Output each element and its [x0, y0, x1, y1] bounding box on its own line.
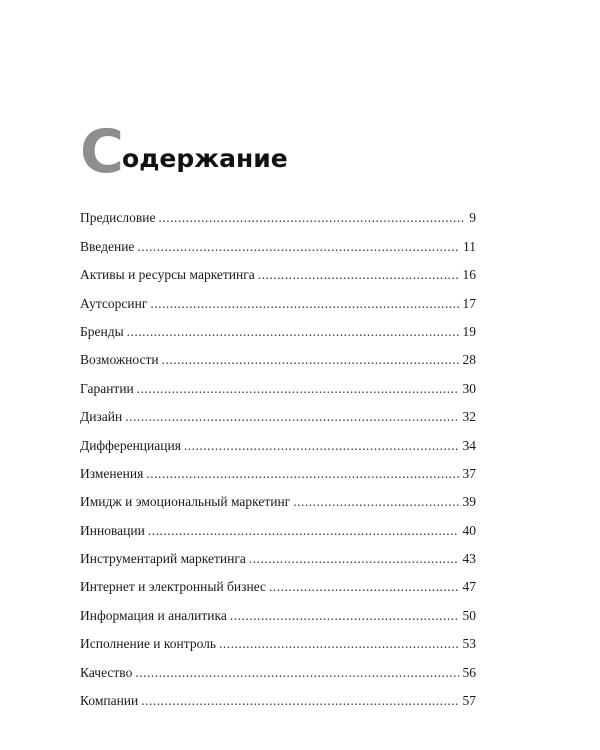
toc-entry-page: 34: [462, 437, 476, 453]
toc-dot-leader: [158, 210, 465, 226]
toc-entry: [80, 198, 476, 226]
toc-entry-page: 56: [462, 664, 476, 680]
toc-entry: [80, 454, 476, 482]
toc-entry-title: Инновации: [80, 522, 145, 538]
toc-dot-leader: [127, 324, 459, 340]
toc-dot-leader: [141, 693, 458, 709]
toc-entry: [80, 283, 476, 311]
toc-entry-title: Дифференциация: [80, 437, 181, 453]
toc-entry: [80, 681, 476, 709]
toc-dot-leader: [230, 608, 459, 624]
toc-dot-leader: [137, 381, 459, 397]
toc-entry: [80, 539, 476, 567]
toc-entry-title: Предисловие: [80, 210, 156, 226]
toc-entry-title: Изменения: [80, 465, 144, 481]
toc-dot-leader: [249, 551, 459, 567]
toc-entry-page: 47: [462, 579, 476, 595]
toc-entry: [80, 340, 476, 368]
toc-entry: [80, 624, 476, 652]
toc-dot-leader: [269, 579, 458, 595]
page-title-text: одержание: [122, 144, 288, 173]
toc-entry: [80, 482, 476, 510]
toc-entry-title: Возможности: [80, 352, 159, 368]
toc-entry-page: 9: [469, 210, 476, 226]
toc-entry-page: 19: [462, 323, 476, 339]
toc-entry-title: Активы и ресурсы маркетинга: [80, 267, 255, 283]
toc-entry-page: 43: [462, 551, 476, 567]
toc-entry-title: Информация и аналитика: [80, 607, 227, 623]
toc-entry-title: Качество: [80, 664, 133, 680]
toc-entry: [80, 397, 476, 425]
toc-entry-page: 17: [462, 295, 476, 311]
toc-dot-leader: [258, 267, 459, 283]
toc-entry-page: 53: [462, 636, 476, 652]
toc-entry: [80, 510, 476, 538]
toc-dot-leader: [150, 296, 458, 312]
toc-entry-title: Компании: [80, 693, 139, 709]
toc-entry: [80, 425, 476, 453]
toc-dot-leader: [293, 494, 458, 510]
toc-dot-leader: [135, 665, 458, 681]
toc-entry-title: Исполнение и контроль: [80, 636, 217, 652]
toc-entry: [80, 226, 476, 254]
toc-entry-page: 39: [462, 494, 476, 510]
toc-entry-title: Дизайн: [80, 409, 123, 425]
toc-entry-page: 40: [462, 522, 476, 538]
toc-entry-page: 28: [462, 352, 476, 368]
toc-entry: [80, 368, 476, 396]
toc-dot-leader: [219, 636, 458, 652]
toc-dot-leader: [162, 352, 459, 368]
toc-entry-page: 16: [462, 267, 476, 283]
toc-dot-leader: [146, 466, 458, 482]
toc-entry: [80, 595, 476, 623]
toc-entry-title: Инструментарий маркетинга: [80, 551, 246, 567]
toc-entry: [80, 652, 476, 680]
table-of-contents: [80, 198, 476, 709]
toc-entry-title: Гарантии: [80, 380, 134, 396]
toc-dot-leader: [137, 239, 459, 255]
toc-entry-title: Бренды: [80, 323, 124, 339]
toc-entry-page: 57: [462, 693, 476, 709]
toc-entry-page: 37: [462, 465, 476, 481]
toc-entry-page: 11: [463, 238, 476, 254]
toc-dot-leader: [125, 409, 458, 425]
toc-entry-page: 30: [462, 380, 476, 396]
toc-entry: [80, 312, 476, 340]
toc-entry-title: Интернет и электронный бизнес: [80, 579, 267, 595]
toc-entry: [80, 567, 476, 595]
toc-entry-title: Имидж и эмоциональный маркетинг: [80, 494, 291, 510]
toc-entry-title: Аутсорсинг: [80, 295, 148, 311]
drop-cap-initial: С: [80, 117, 125, 187]
toc-dot-leader: [148, 523, 459, 539]
toc-dot-leader: [184, 438, 459, 454]
toc-entry-page: 32: [462, 409, 476, 425]
toc-entry-page: 50: [462, 607, 476, 623]
toc-entry: [80, 255, 476, 283]
toc-entry-title: Введение: [80, 238, 135, 254]
page-title: [80, 117, 288, 187]
